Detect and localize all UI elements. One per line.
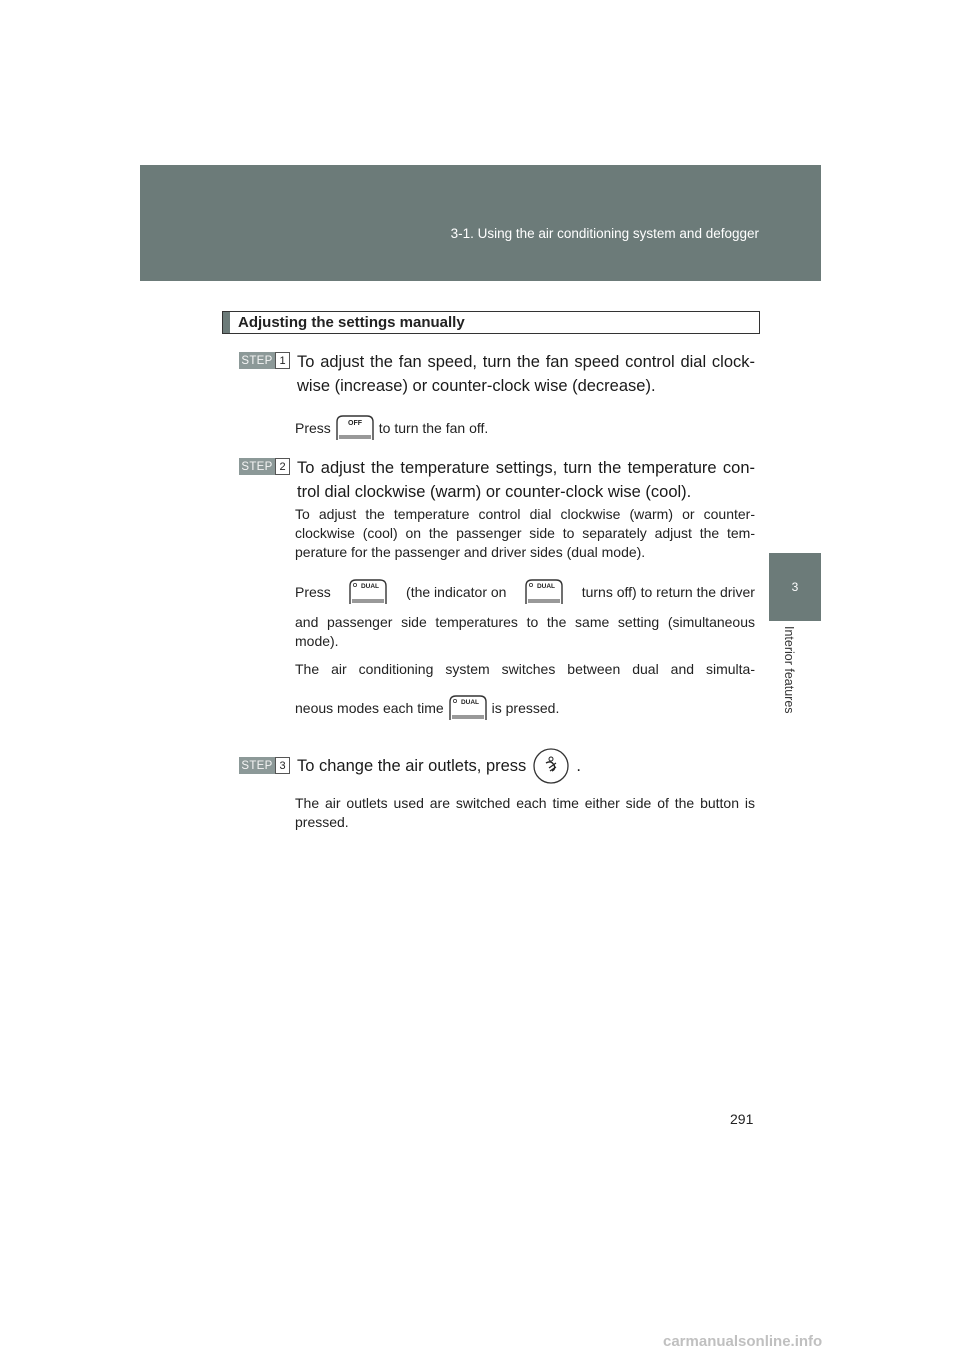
dual-button-icon: [348, 578, 388, 606]
dual-button-icon: [524, 578, 564, 606]
chapter-number: 3: [791, 580, 799, 594]
page-number: 291: [730, 1111, 754, 1127]
chapter-title: 3-1. Using the air conditioning system and defogger: [450, 226, 759, 241]
step-2-is-pressed: is pressed.: [491, 700, 560, 716]
step-label: STEP: [239, 458, 275, 475]
step-2-turns-off: turns off) to return the driver: [581, 584, 755, 600]
step-2-para-3-line-2: [295, 692, 755, 724]
step-number: 3: [275, 757, 290, 774]
dual-button-text: DUAL: [361, 583, 380, 590]
chapter-tab: [769, 553, 821, 621]
step-3-text-post: .: [576, 757, 581, 775]
section-heading: [222, 311, 760, 334]
step-badge-1: [239, 352, 291, 369]
step-badge-2: [239, 458, 291, 475]
step-1-note-pre: Press: [295, 420, 331, 436]
dual-button-text: DUAL: [460, 699, 479, 706]
step-2-text: To adjust the temperature settings, turn the temperature con-trol dial clockwise (warm) or counter-clock wise (cool).: [297, 459, 755, 501]
step-1-note-post: to turn the fan off.: [378, 420, 489, 436]
section-title: Adjusting the settings manually: [238, 314, 465, 331]
step-2-para-2-line-1: [295, 576, 755, 608]
step-3-note: The air outlets used are switched each time either side of the button is pressed.: [295, 795, 755, 830]
step-1-text: To adjust the fan speed, turn the fan speed control dial clock-wise (increase) or counter-clock wise (decrease).: [297, 353, 755, 395]
off-button-text: OFF: [347, 420, 362, 427]
dual-button-text: DUAL: [537, 583, 556, 590]
off-button-icon: [335, 414, 375, 442]
step-number: 1: [275, 352, 290, 369]
step-label: STEP: [239, 757, 275, 774]
chapter-header: [140, 165, 821, 281]
step-label: STEP: [239, 352, 275, 369]
step-2-indicator-on: (the indicator on: [406, 584, 507, 600]
section-heading-bar: [223, 312, 230, 333]
step-2-para-3-line-1: The air conditioning system switches between dual and simulta-: [295, 661, 755, 677]
step-badge-3: [239, 757, 291, 774]
step-3-text: [297, 745, 755, 787]
step-2-para-2-line-2: and passenger side temperatures to the same setting (simultaneous mode).: [295, 614, 755, 649]
step-2-para-1: To adjust the temperature control dial clockwise (warm) or counter-clockwise (cool) on the passenger side to separately adjust the tem-perature for the passenger and driver sides (dual mode).: [295, 506, 755, 560]
watermark: carmanualsonline.info: [663, 1333, 823, 1350]
step-2-each-time: neous modes each time: [295, 700, 444, 716]
step-number: 2: [275, 458, 290, 475]
chapter-side-label: Interior features: [782, 626, 796, 714]
step-3-text-pre: To change the air outlets, press: [297, 757, 527, 775]
air-outlet-button-icon: [532, 747, 570, 785]
dual-button-icon: [448, 694, 488, 722]
step-1-note: [295, 412, 755, 444]
step-2-press: Press: [295, 584, 331, 600]
